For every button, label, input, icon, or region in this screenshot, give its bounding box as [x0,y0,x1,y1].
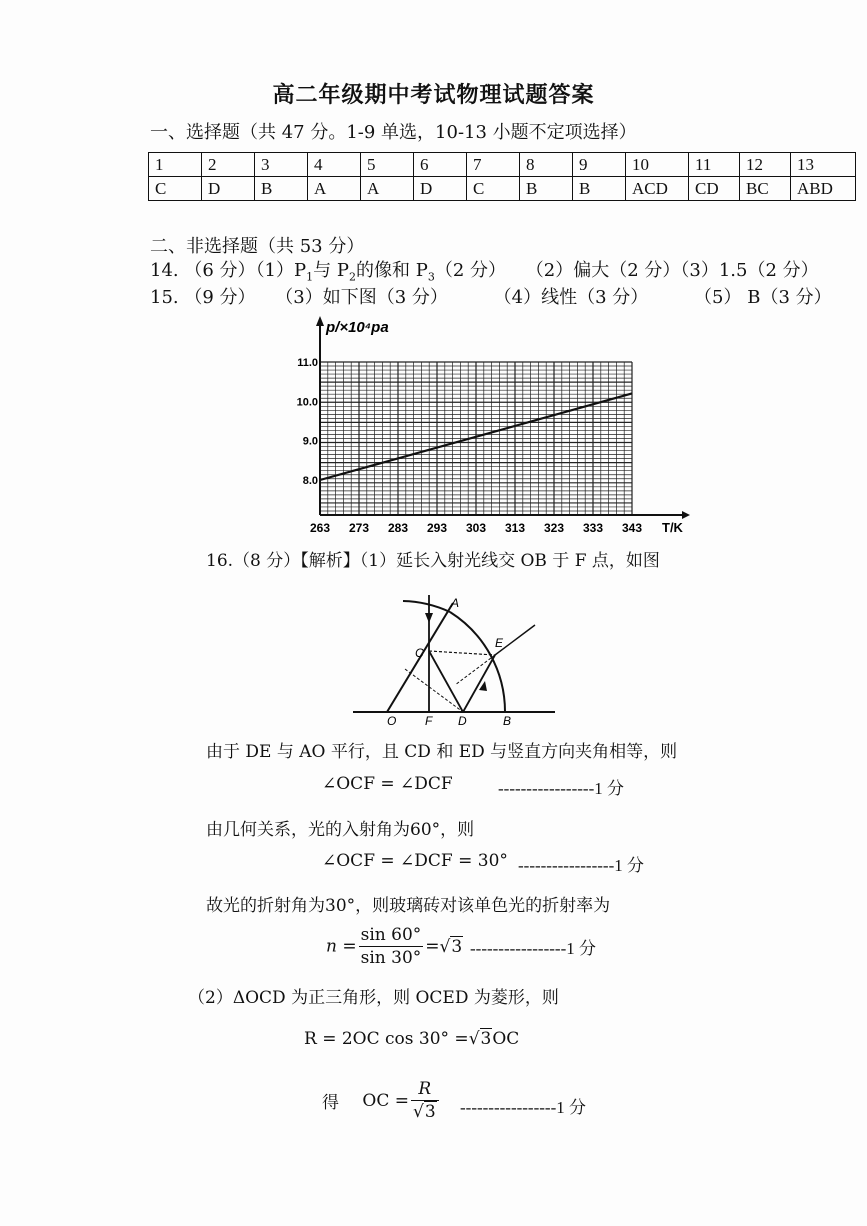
question-number-cell: 2 [202,153,255,177]
label-b: B [503,714,512,725]
label-d: D [458,714,467,725]
x-axis-arrow [682,511,690,519]
q16-eq2: ∠OCF = ∠DCF = 30° [322,851,508,871]
answer-cell: ACD [626,177,689,201]
answer-cell: C [149,177,202,201]
answer-cell: D [202,177,255,201]
q16-score5: -----------------1 分 [460,1098,586,1117]
y-tick-label: 8.0 [302,475,318,487]
normal-dashed [455,655,495,685]
y-tick-label: 10.0 [296,396,318,409]
section2-heading: 二、非选择题（共 53 分） [150,236,365,257]
answer-cell: B [255,177,308,201]
q16-score1: -----------------1 分 [498,779,624,798]
question-number-cell: 5 [361,153,414,177]
x-tick-label: 293 [426,521,448,535]
q16-eq4: R = 2OC cos 30° =√3OC [304,1029,520,1049]
question-number-row [149,153,856,177]
refraction-geometry-diagram [345,585,560,725]
question-number-cell: 13 [791,153,856,177]
question-number-cell: 10 [626,153,689,177]
answer-table [148,152,856,201]
question-number-cell: 9 [573,153,626,177]
x-tick-label: 283 [387,521,409,535]
x-tick-label: 313 [504,521,526,535]
question-number-cell: 4 [308,153,361,177]
q15-line [150,283,832,309]
q16-eq5: 得 OC = $\frac{R}{√3}$ [322,1078,441,1123]
ray-de [463,655,495,712]
chart-y-axis-label: p/×10⁴pa [326,319,389,336]
q16-score2: -----------------1 分 [518,856,644,875]
question-number-cell: 6 [414,153,467,177]
y-tick-label: 9.0 [302,435,318,448]
q14-line [150,256,819,284]
q15-score: （9 分） [184,287,256,308]
pressure-temperature-chart [290,310,690,542]
x-tick-label: 263 [309,521,331,535]
q16-intro: 16.（8 分）【解析】（1）延长入射光线交 OB 于 F 点，如图 [206,551,660,571]
q16-line1: 由于 DE 与 AO 平行，且 CD 和 ED 与竖直方向夹角相等，则 [206,742,678,762]
aux-dashed [405,669,463,712]
x-tick-label: 343 [621,521,643,535]
question-number-cell: 8 [520,153,573,177]
q15-part3: （3）如下图（3 分） [275,287,448,308]
y-axis-arrow [316,316,324,326]
q16-line2: 由几何关系，光的入射角为60°，则 [206,820,475,840]
answer-cell: C [467,177,520,201]
q15-part4: （4）线性（3 分） [493,287,649,308]
answer-cell: D [414,177,467,201]
answer-cell: A [361,177,414,201]
answer-cell: BC [740,177,791,201]
x-tick-label: 333 [582,521,604,535]
glass-arc [450,612,505,712]
y-tick-label: 11.0 [297,357,318,369]
question-number-cell: 12 [740,153,791,177]
answer-cell: B [573,177,626,201]
q14-part2: （2）偏大（2 分） [525,260,681,281]
q14-number: 14. [150,260,179,281]
section1-heading: 一、选择题（共 47 分。1-9 单选，10-13 小题不定项选择） [150,122,637,143]
answer-cell: ABD [791,177,856,201]
ray-cd [429,651,463,712]
chart-x-axis-label: T/K [662,520,683,535]
q15-number: 15. [150,287,179,308]
label-o: O [387,714,397,725]
answer-row [149,177,856,201]
question-number-cell: 11 [689,153,740,177]
glass-arc-top [403,601,450,612]
label-e: E [495,636,504,650]
question-number-cell: 7 [467,153,520,177]
label-f: F [425,714,433,725]
page-title: 高二年级期中考试物理试题答案 [272,82,595,108]
chart-grid [320,362,632,515]
answer-cell: CD [689,177,740,201]
question-number-cell: 1 [149,153,202,177]
label-c: C [415,646,424,660]
q16-eq3: n = $\frac{\sin 60^\circ}{\sin 30^\circ}$ =√3 [326,925,463,968]
x-tick-label: 303 [465,521,487,535]
q14-part1: $(1)P_1$与 $P_2$的像和 $P_3(2$ 分） [255,260,507,284]
q16-eq1: ∠OCF = ∠DCF [322,774,453,794]
x-tick-label: 323 [543,521,565,535]
x-tick-label: 273 [348,521,370,535]
question-number-cell: 3 [255,153,308,177]
chord-dashed [429,651,495,655]
q14-score: （6 分） [184,260,256,281]
q15-part5: （5） B（3 分） [694,287,832,308]
q16-score3: -----------------1 分 [470,939,596,958]
q16-line3: 故光的折射角为30°，则玻璃砖对该单色光的折射率为 [206,896,611,916]
chart-axes [316,316,690,519]
q16-line4: （2）ΔOCD 为正三角形，则 OCED 为菱形，则 [188,988,559,1008]
q14-part3: （3）1.5（2 分） [680,260,819,281]
answer-cell: A [308,177,361,201]
label-a: A [451,596,460,610]
chart-tick-labels [297,357,643,535]
answer-cell: B [520,177,573,201]
